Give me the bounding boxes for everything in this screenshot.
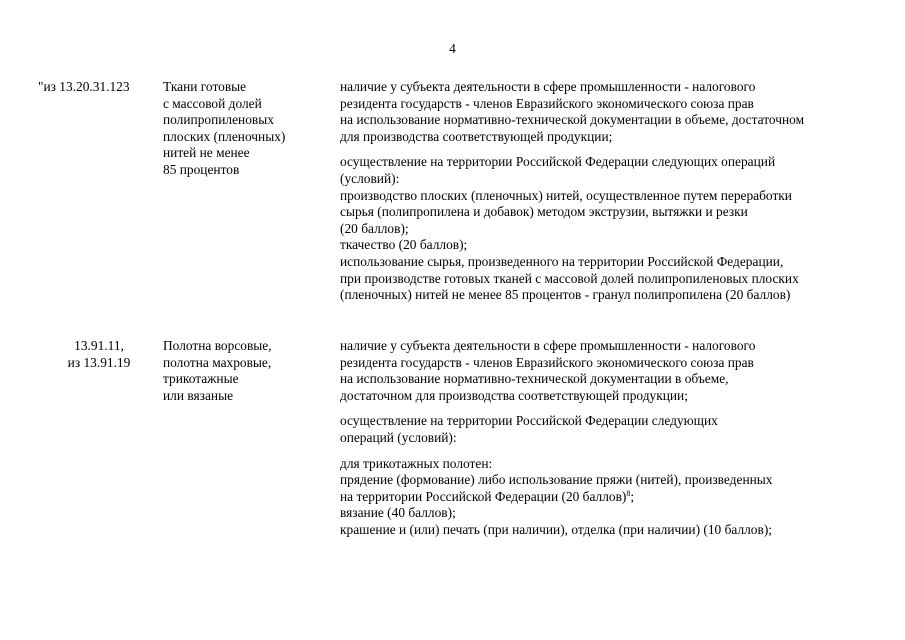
requirement-line: осуществление на территории Российской Федерации следующих операций [340,154,776,170]
requirement-line: (условий): [340,170,400,186]
requirements-cell [340,79,900,304]
okpd-code: из 13.91.19 [67,354,131,370]
requirement-line: при производстве готовых тканей с массовой долей полипропиленовых плоских [340,270,799,286]
requirement-line: наличие у субъекта деятельности в сфере промышленности - налогового [340,79,756,94]
product-name-line: или вязаные [163,387,234,403]
requirement-line: сырья (полипропилена и добавок) методом экструзии, вытяжки и резки [340,204,748,220]
requirement-line: на использование нормативно-технической документации в объеме, достаточном [340,112,805,128]
requirement-line: крашение и (или) печать (при наличии), отделка (при наличии) (10 баллов); [340,521,773,537]
requirement-paragraph [340,154,900,303]
product-name-cell [163,79,323,179]
requirement-line [340,489,900,506]
requirement-punctuation: ; [630,488,635,504]
requirement-line: резидента государств - членов Евразийского экономического союза прав [340,354,754,370]
requirement-line: осуществление на территории Российской Федерации следующих [340,413,718,429]
okpd-code: "из 13.20.31.123 [38,79,130,94]
requirements-cell [340,338,900,539]
product-name-line: 85 процентов [163,161,240,177]
requirement-line: для трикотажных полотен: [340,455,493,471]
product-name-cell [163,338,323,404]
product-name-line: с массовой долей [163,95,262,111]
requirement-line: производство плоских (пленочных) нитей, осуществленное путем переработки [340,187,792,203]
requirement-line: (20 баллов); [340,220,409,236]
requirement-line: прядение (формование) либо использование пряжи (нитей), произведенных [340,472,773,488]
product-name-line: полотна махровые, [163,354,272,370]
product-name-line: трикотажные [163,371,239,387]
requirement-line: для производства соответствующей продукции; [340,128,613,144]
product-name-line: нитей не менее [163,145,250,161]
requirement-line: использование сырья, произведенного на территории Российской Федерации, [340,253,784,269]
requirement-line: на использование нормативно-технической документации в объеме, [340,371,729,387]
requirement-paragraph [340,79,900,145]
requirement-paragraph [340,338,900,404]
requirement-line: наличие у субъекта деятельности в сфере промышленности - налогового [340,338,756,353]
requirement-line: вязание (40 баллов); [340,505,456,521]
product-name-line: Полотна ворсовые, [163,338,272,353]
okpd-code: 13.91.11, [74,338,124,353]
requirement-line: резидента государств - членов Евразийского экономического союза прав [340,95,754,111]
okpd-code-cell [38,79,158,96]
page-number: 4 [449,41,456,56]
product-name-line: Ткани готовые [163,79,247,94]
product-name-line: полипропиленовых [163,112,274,128]
requirement-paragraph [340,413,900,446]
footnote-reference[interactable]: 8 [626,488,631,498]
requirement-line: (пленочных) нитей не менее 85 процентов - гранул полипропилена (20 баллов) [340,287,791,303]
okpd-code-cell [44,338,154,371]
requirement-text: на территории Российской Федерации (20 баллов) [340,488,627,504]
requirement-line: ткачество (20 баллов); [340,237,468,253]
requirement-line: операций (условий): [340,429,457,445]
requirement-line: достаточном для производства соответствующей продукции; [340,387,688,403]
product-name-line: плоских (пленочных) [163,128,286,144]
requirement-paragraph [340,456,900,539]
